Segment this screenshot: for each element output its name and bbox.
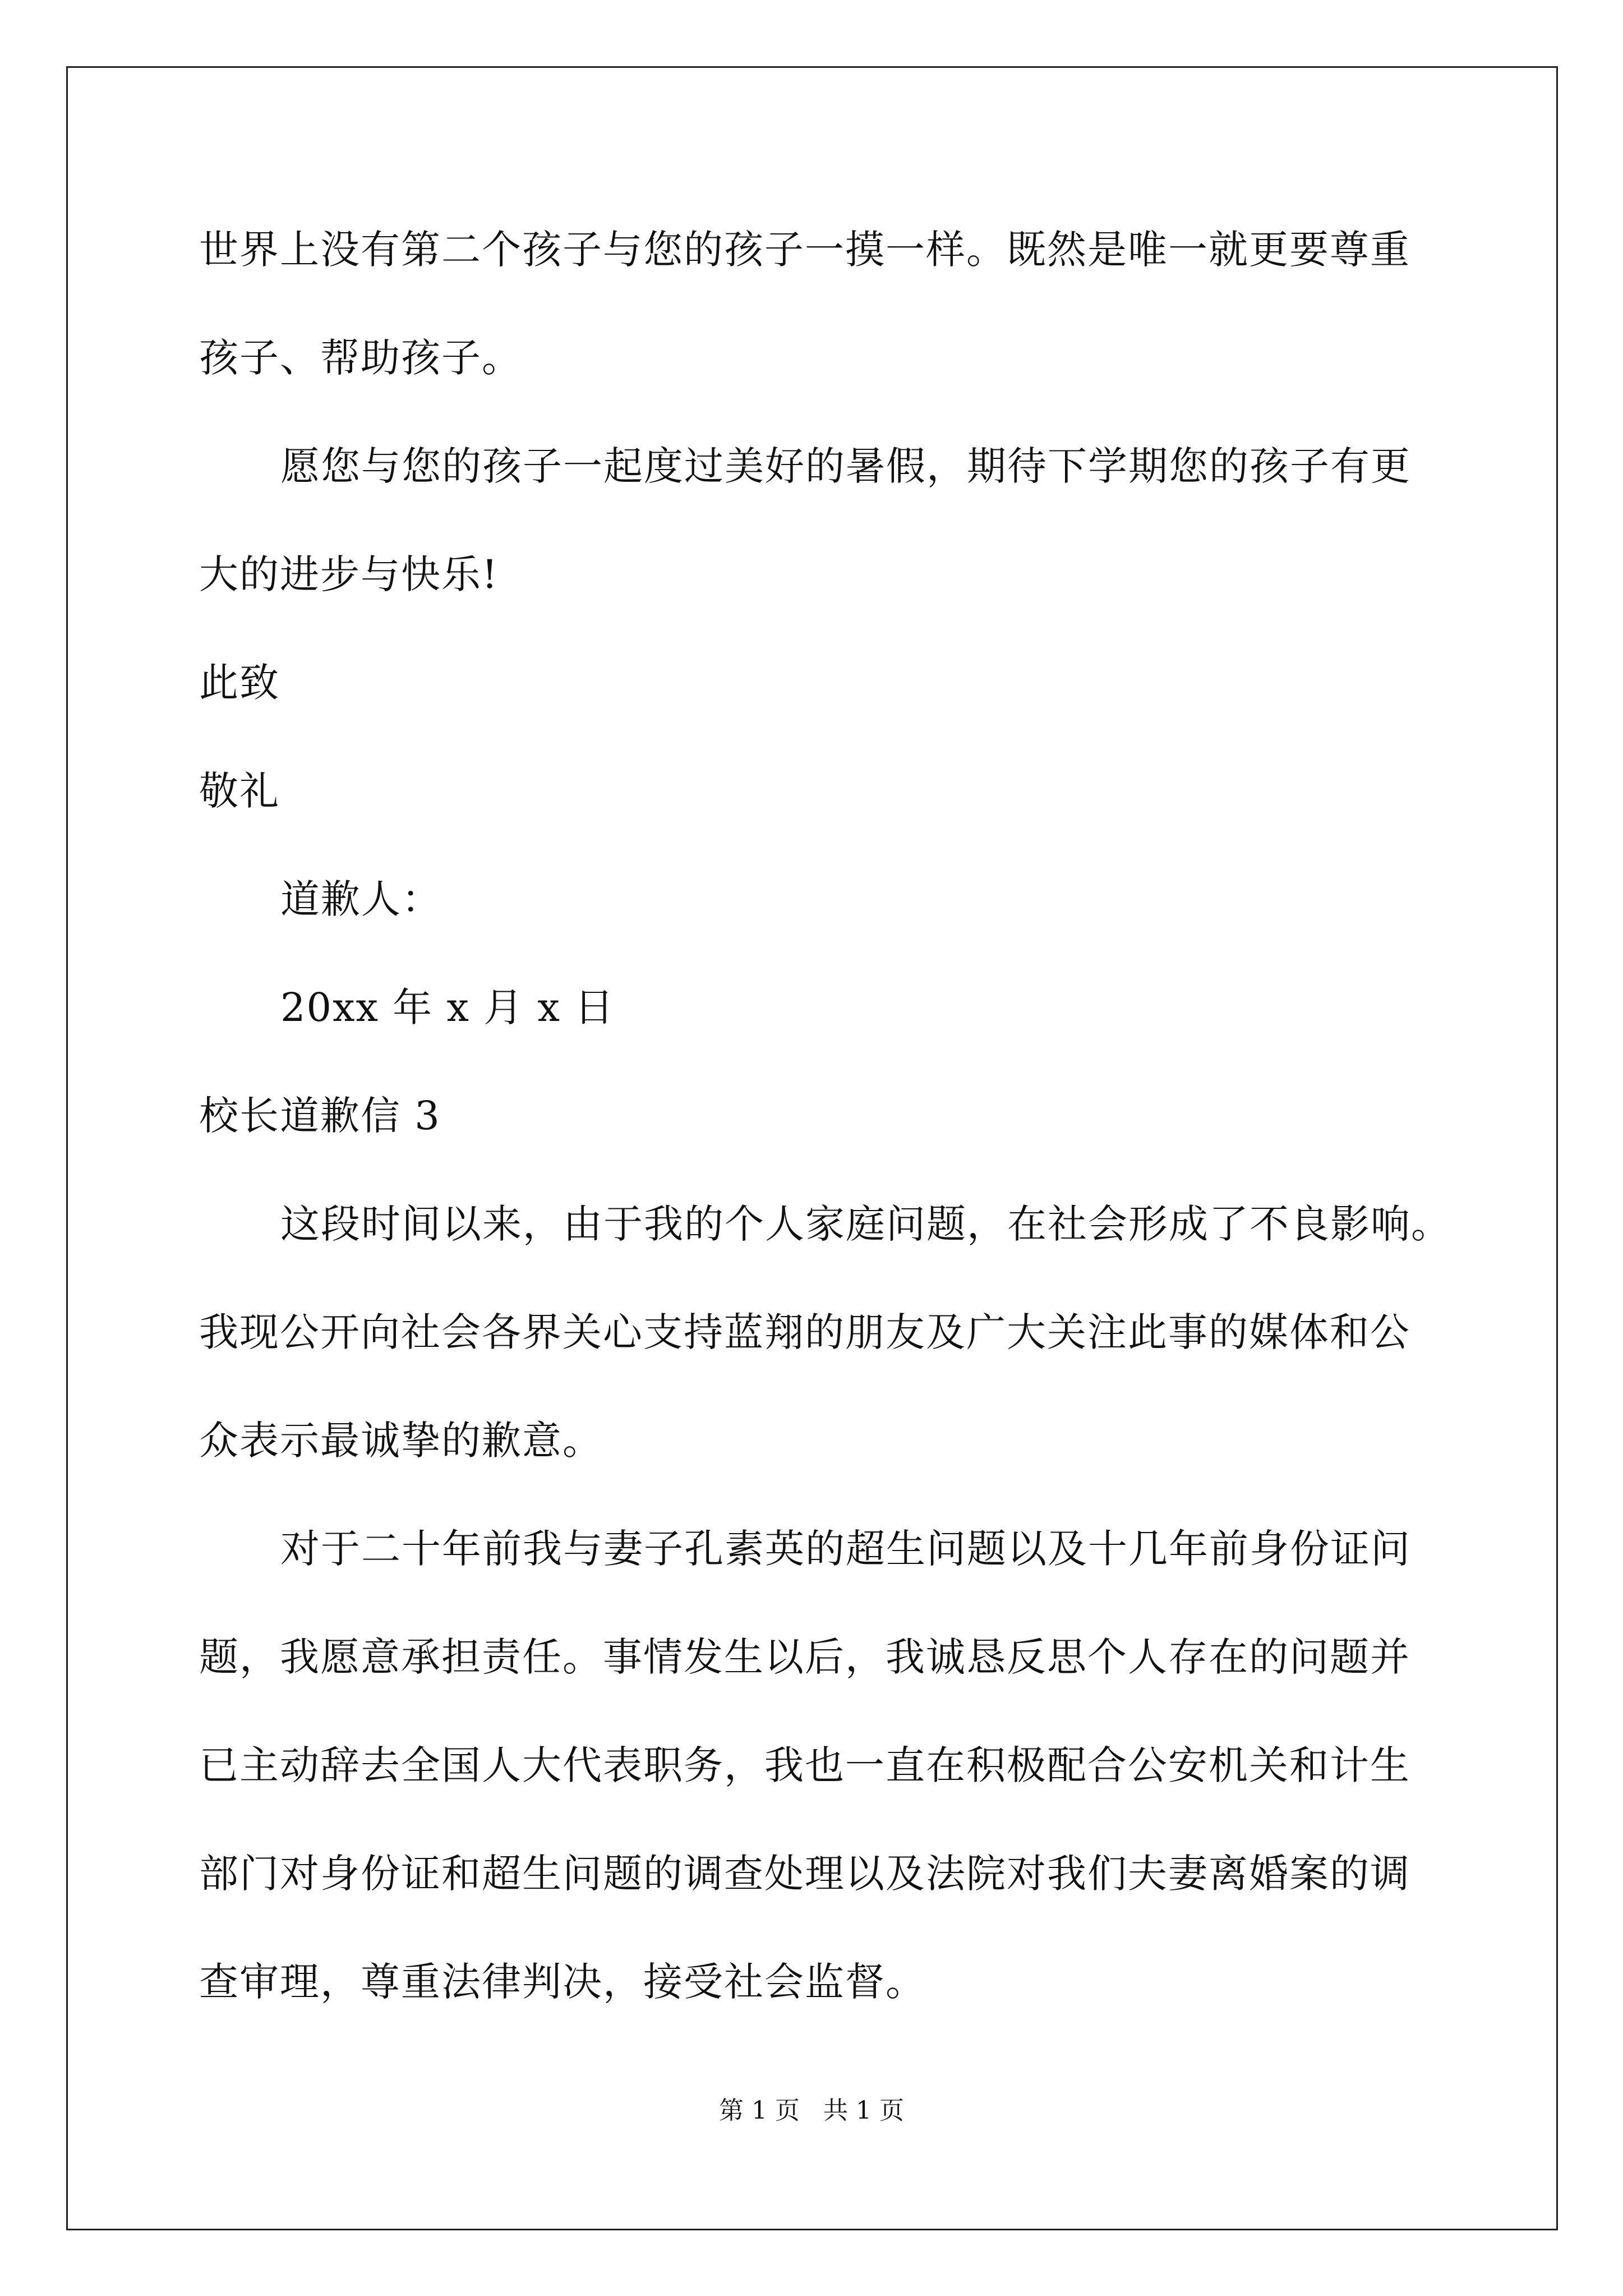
date-line: 20xx 年 x 月 x 日 <box>280 984 615 1030</box>
signer-label: 道歉人： <box>280 876 442 922</box>
salutation-cizhi: 此致 <box>199 660 280 706</box>
salutation-jingli: 敬礼 <box>199 768 280 814</box>
section-title: 校长道歉信 3 <box>199 1093 441 1139</box>
paragraph-2-line-1: 愿您与您的孩子一起度过美好的暑假，期待下学期您的孩子有更 <box>280 443 1411 489</box>
page-border <box>66 66 1558 2230</box>
paragraph-3-line-1: 这段时间以来，由于我的个人家庭问题，在社会形成了不良影响。 <box>280 1201 1451 1247</box>
paragraph-4-line-5: 查审理，尊重法律判决，接受社会监督。 <box>199 1959 926 2005</box>
paragraph-1-line-1: 世界上没有第二个孩子与您的孩子一摸一样。既然是唯一就更要尊重 <box>199 227 1410 273</box>
page-footer: 第 1 页 共 1 页 <box>719 2096 904 2125</box>
paragraph-3-line-2: 我现公开向社会各界关心支持蓝翔的朋友及广大关注此事的媒体和公 <box>199 1309 1410 1355</box>
paragraph-4-line-2: 题，我愿意承担责任。事情发生以后，我诚恳反思个人存在的问题并 <box>199 1634 1410 1680</box>
paragraph-4-line-4: 部门对身份证和超生问题的调查处理以及法院对我们夫妻离婚案的调 <box>199 1851 1410 1897</box>
paragraph-2-line-2: 大的进步与快乐! <box>199 551 499 597</box>
paragraph-4-line-3: 已主动辞去全国人大代表职务，我也一直在积极配合公安机关和计生 <box>199 1742 1410 1788</box>
paragraph-4-line-1: 对于二十年前我与妻子孔素英的超生问题以及十几年前身份证问 <box>280 1526 1411 1572</box>
paragraph-1-line-2: 孩子、帮助孩子。 <box>199 335 522 381</box>
paragraph-3-line-3: 众表示最诚挚的歉意。 <box>199 1418 603 1464</box>
